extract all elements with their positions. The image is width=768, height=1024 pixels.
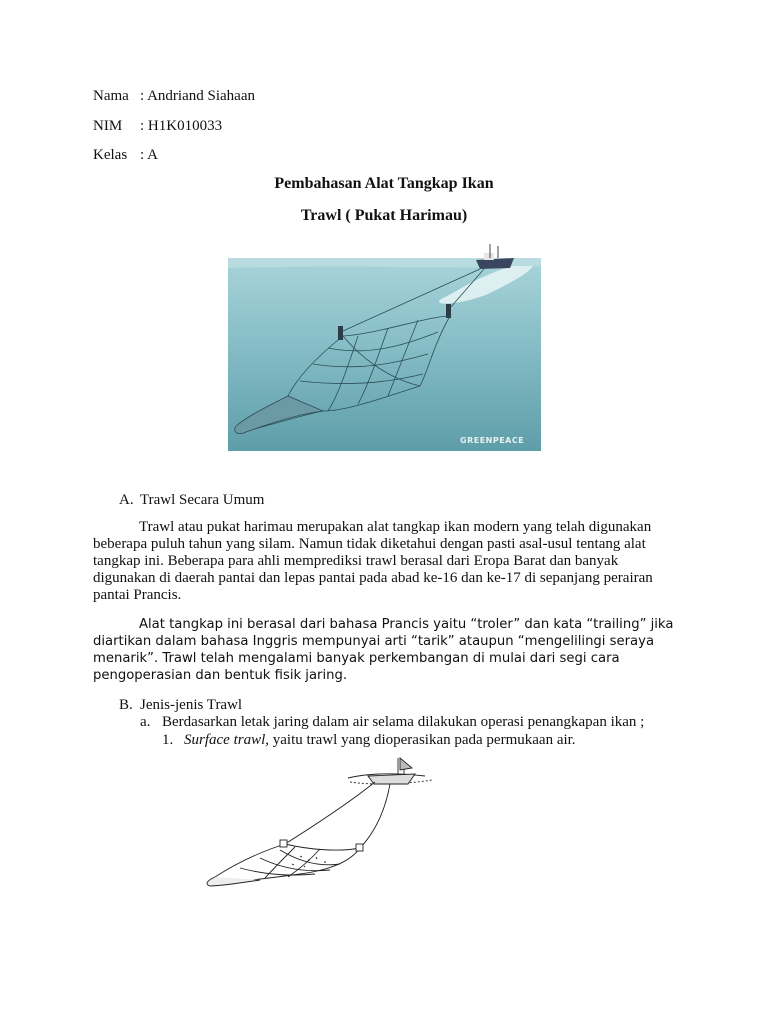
paragraph-2 [93, 616, 683, 684]
meta-value: : A [140, 147, 158, 163]
section-heading: Jenis-jenis Trawl [140, 697, 243, 713]
boat-icon [368, 758, 415, 784]
section-heading: Trawl Secara Umum [140, 492, 265, 508]
meta-label: Nama [93, 88, 129, 104]
list-marker: A. [119, 492, 134, 508]
page-subtitle: Trawl ( Pukat Harimau) [300, 207, 468, 224]
paragraph-line: menarik”. Trawl telah mengalami banyak perkembangan di mulai dari segi cara [93, 651, 620, 666]
item-description: yaitu trawl yang dioperasikan pada permukaan air. [269, 732, 576, 748]
meta-value: : Andriand Siahaan [140, 88, 255, 104]
surface-trawl-sketch [200, 752, 445, 892]
meta-label: Kelas [93, 147, 128, 163]
paragraph-line: beberapa puluh tahun yang silam. Namun tidak diketahui dengan pasti asal-usul tentang alat [93, 536, 646, 552]
section-a-heading [119, 491, 265, 509]
sub-item-text: Berdasarkan letak jaring dalam air selama dilakukan operasi penangkapan ikan ; [162, 714, 645, 730]
watermark-label: GREENPEACE [460, 436, 525, 445]
paragraph-line: pengoperasian dan bentuk fisik jaring. [93, 668, 348, 683]
list-marker: B. [119, 697, 133, 713]
paragraph-line: digunakan di daerah pantai dan lepas pantai pada abad ke-16 dan ke-17 di sepanjang perairan [93, 570, 653, 586]
paragraph-line: tangkap ini. Beberapa para ahli memprediksi trawl berasal dari Eropa Barat dan banyak [93, 553, 619, 569]
item-term: Surface trawl, [184, 732, 269, 748]
item-text [184, 731, 576, 749]
item-1 [162, 731, 576, 749]
section-b-heading [119, 696, 243, 714]
trawl-illustration [228, 236, 541, 451]
paragraph-line: Trawl atau pukat harimau merupakan alat tangkap ikan modern yang telah digunakan [139, 519, 652, 535]
list-marker: a. [140, 714, 151, 730]
list-marker: 1. [162, 732, 174, 748]
meta-label: NIM [93, 118, 123, 134]
paragraph-line: diartikan dalam bahasa Inggris mempunyai arti “tarik” ataupun “mengelilingi seraya [93, 634, 655, 649]
paragraph-1 [93, 519, 683, 604]
sub-item-a [140, 713, 645, 731]
meta-value: : H1K010033 [140, 118, 223, 134]
paragraph-line: Alat tangkap ini berasal dari bahasa Prancis yaitu “troler” dan kata “trailing” jika [139, 617, 674, 632]
trawl-net-icon [207, 844, 360, 886]
page-title: Pembahasan Alat Tangkap Ikan [274, 175, 494, 192]
paragraph-line: pantai Prancis. [93, 587, 182, 603]
